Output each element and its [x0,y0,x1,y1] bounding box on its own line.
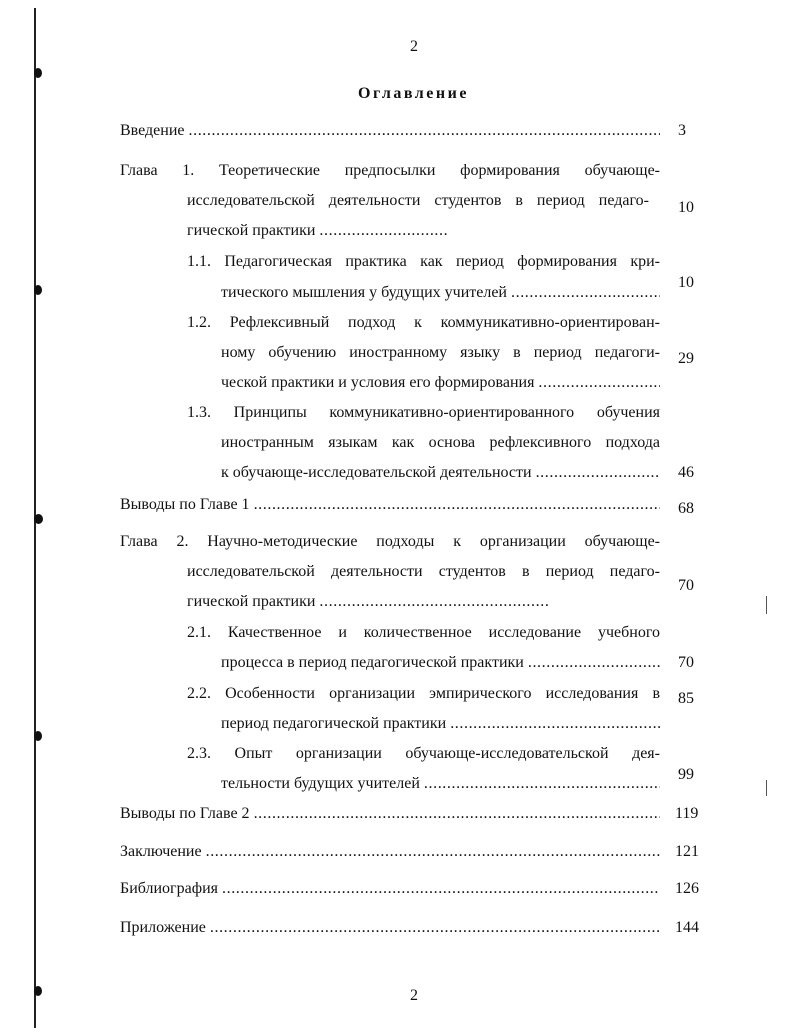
dot-leader [536,462,660,484]
toc-entry-section-1-3-line-1[interactable]: 1.3. Принципы коммуникативно-ориентированного обучения [187,404,660,421]
toc-page-number: 10 [678,274,694,291]
toc-entry-section-1-2-line-2[interactable]: ному обучению иностранному языку в период педагоги- [221,344,660,361]
toc-entry-section-2-2-line-2[interactable] [221,713,660,735]
toc-entry-conclusions-chapter-1[interactable] [120,494,660,516]
toc-entry-section-1-3-line-3[interactable] [221,462,660,484]
toc-entry-introduction[interactable] [120,120,660,142]
dot-leader [189,120,661,142]
toc-entry-chapter-2-line-2[interactable]: исследовательской деятельности студентов в период педаго- [187,563,660,580]
toc-entry-label: Заключение [120,843,202,860]
punch-hole-mark [34,986,42,996]
toc-entry-label: к обучающе-исследовательской деятельности [221,464,532,481]
toc-page-number: 70 [678,577,694,594]
toc-page-number: 68 [678,500,694,517]
toc-page-number: 126 [675,880,699,897]
toc-entry-chapter-1-line-3[interactable] [187,220,449,242]
punch-hole-mark [34,285,42,295]
dot-leader [222,878,660,900]
dot-leader [424,773,660,795]
toc-entry-section-2-2-line-1[interactable]: 2.2. Особенности организации эмпирического исследования в [187,685,660,702]
punch-hole-mark [34,731,42,741]
toc-page-number: 46 [678,464,694,481]
toc-entry-label: гической практики [187,593,316,610]
dot-leader [538,372,660,394]
toc-entry-section-1-2-line-1[interactable]: 1.2. Рефлексивный подход к коммуникативно-ориентирован- [187,314,660,331]
toc-entry-section-2-1-line-1[interactable]: 2.1. Качественное и количественное исследование учебного [187,624,660,641]
toc-entry-section-1-3-line-2[interactable]: иностранным языкам как основа рефлексивного подхода [221,434,660,451]
dot-leader [319,591,550,613]
page-title: Оглавление [358,85,469,102]
toc-entry-chapter-1-line-1[interactable]: Глава 1. Теоретические предпосылки формирования обучающе- [120,162,660,179]
toc-entry-section-2-1-line-2[interactable] [221,652,660,674]
dot-leader [319,220,449,242]
toc-page-number: 3 [678,122,686,139]
toc-entry-appendix[interactable] [120,917,660,939]
toc-entry-conclusions-chapter-2[interactable] [120,803,660,825]
toc-page-number: 121 [675,843,699,860]
page-number-top: 2 [410,38,418,55]
toc-page-number: 85 [678,690,694,707]
toc-entry-label: ческой практики и условия его формирования [221,374,535,391]
punch-hole-mark [34,68,42,78]
toc-entry-label: Введение [120,122,185,139]
toc-entry-label: период педагогической практики [221,715,447,732]
toc-entry-label: тельности будущих учителей [221,775,420,792]
toc-entry-bibliography[interactable] [120,878,660,900]
toc-page-number: 99 [678,766,694,783]
dot-leader [450,713,660,735]
toc-entry-chapter-2-line-3[interactable] [187,591,550,613]
toc-entry-chapter-1-line-2[interactable]: исследовательской деятельности студентов в период педаго- [187,192,649,209]
dot-leader [511,282,660,304]
dot-leader [210,917,660,939]
punch-hole-mark [34,514,43,524]
toc-entry-section-1-1-line-2[interactable] [221,282,660,304]
toc-page-number: 10 [678,199,694,216]
toc-page-number: 144 [675,919,699,936]
scan-edge-mark [766,596,767,614]
toc-entry-section-1-1-line-1[interactable]: 1.1. Педагогическая практика как период формирования кри- [187,253,660,270]
toc-entry-label: Выводы по Главе 1 [120,496,250,513]
dot-leader [254,494,660,516]
page-number-bottom: 2 [410,987,418,1004]
scan-edge-mark [766,780,767,796]
toc-entry-section-2-3-line-1[interactable]: 2.3. Опыт организации обучающе-исследовательской дея- [187,745,660,762]
toc-entry-label: процесса в период педагогической практики [221,654,524,671]
toc-entry-label: тического мышления у будущих учителей [221,284,507,301]
toc-entry-label: Выводы по Главе 2 [120,805,250,822]
dot-leader [254,803,660,825]
dot-leader [528,652,660,674]
toc-page-number: 119 [675,805,699,822]
toc-entry-label: гической практики [187,222,316,239]
toc-page-number: 29 [678,350,694,367]
toc-entry-label: Библиография [120,880,218,897]
toc-entry-conclusion[interactable] [120,841,660,863]
toc-entry-chapter-2-line-1[interactable]: Глава 2. Научно-методические подходы к организации обучающе- [120,533,660,550]
toc-entry-section-2-3-line-2[interactable] [221,773,660,795]
toc-entry-label: Приложение [120,919,206,936]
toc-page-number: 70 [678,654,694,671]
toc-entry-section-1-2-line-3[interactable] [221,372,660,394]
dot-leader [206,841,660,863]
